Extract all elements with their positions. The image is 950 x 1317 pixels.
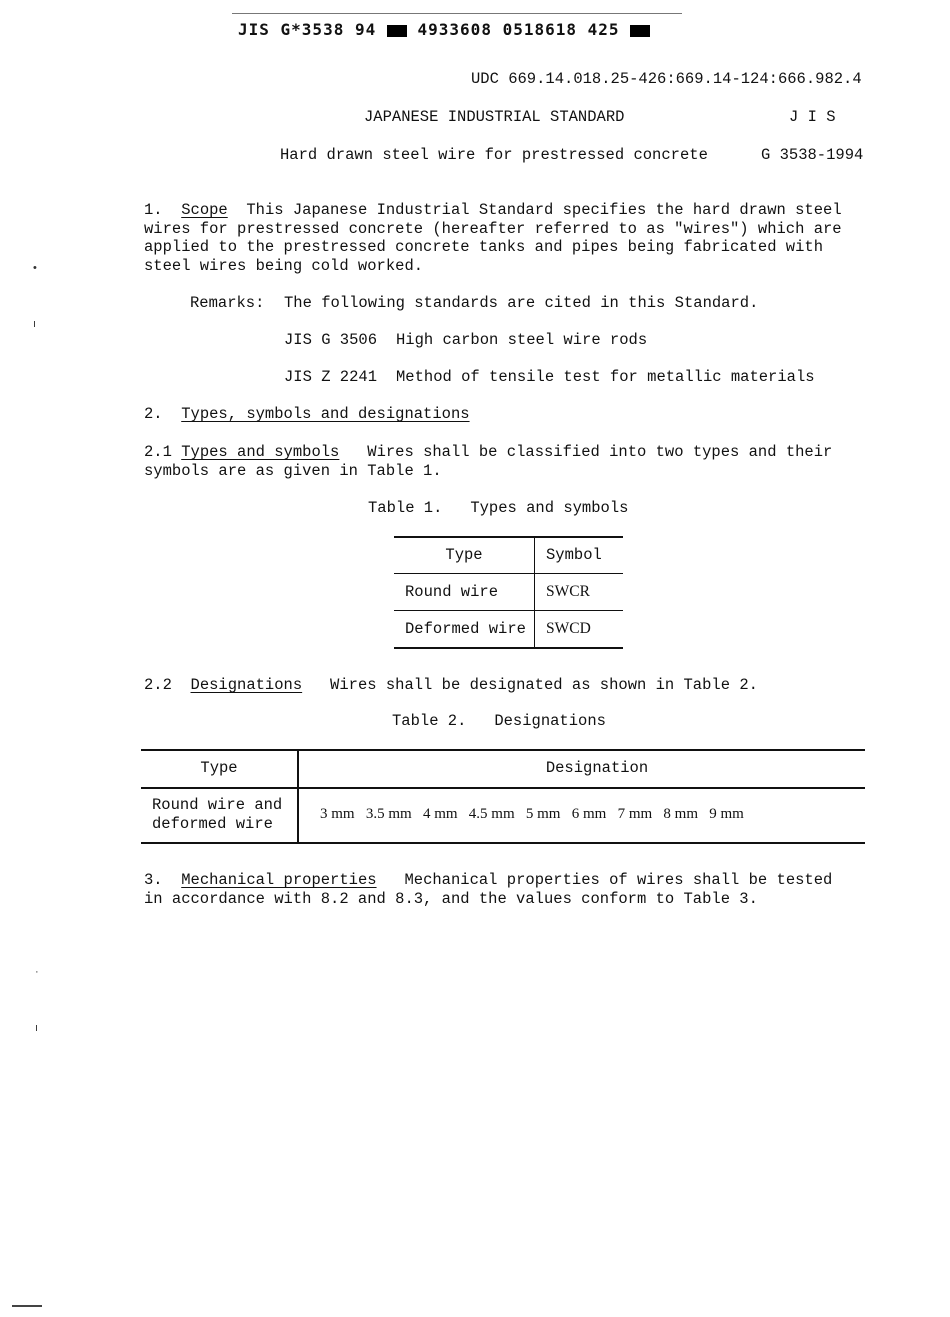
udc-code: UDC 669.14.018.25-426:669.14-124:666.982.4 bbox=[471, 70, 862, 88]
designation-value: 3 mm bbox=[320, 806, 355, 822]
section-number: 3. bbox=[144, 871, 163, 889]
stamp-number: 4933608 0518618 425 bbox=[417, 20, 620, 39]
stamp-header bbox=[238, 21, 650, 40]
designation-value: 5 mm bbox=[525, 806, 561, 822]
scan-mark: ı bbox=[33, 318, 37, 330]
table2-header-designation: Designation bbox=[545, 759, 649, 777]
jis-mark: J I S bbox=[789, 108, 836, 126]
body-line: applied to the prestressed concrete tanks and pipes being fabricated with bbox=[144, 238, 824, 256]
table1-cell: SWCR bbox=[546, 583, 590, 600]
section-2-1 bbox=[144, 443, 832, 480]
section-number: 2. bbox=[144, 405, 163, 423]
ref-code: JIS G 3506 bbox=[284, 331, 378, 349]
section-3 bbox=[144, 871, 832, 908]
black-block-icon bbox=[630, 25, 650, 37]
table2-type-line: deformed wire bbox=[152, 815, 273, 833]
section-heading: Types, symbols and designations bbox=[181, 405, 470, 423]
header-rule bbox=[232, 13, 682, 14]
body-line: Wires shall be classified into two types and their bbox=[367, 443, 833, 461]
table1-cell: Deformed wire bbox=[405, 620, 526, 638]
designation-value: 6 mm bbox=[571, 806, 607, 822]
remarks-label: Remarks: bbox=[190, 294, 265, 312]
body-line: This Japanese Industrial Standard specifies the hard drawn steel bbox=[246, 201, 842, 219]
table1-header-symbol: Symbol bbox=[546, 546, 602, 564]
designation-value: 4.5 mm bbox=[468, 806, 515, 822]
scan-mark: • bbox=[33, 262, 37, 274]
ref-title: Method of tensile test for metallic materials bbox=[396, 368, 815, 386]
section-1 bbox=[144, 201, 842, 275]
document-title: Hard drawn steel wire for prestressed concrete bbox=[280, 146, 708, 164]
body-line: symbols are as given in Table 1. bbox=[144, 461, 442, 480]
section-2-2 bbox=[144, 676, 758, 695]
scan-mark: · bbox=[35, 966, 39, 978]
designation-value: 9 mm bbox=[709, 806, 744, 822]
designation-value: 3.5 mm bbox=[365, 806, 412, 822]
designation-values bbox=[320, 805, 744, 824]
table1-header-type: Type bbox=[445, 546, 483, 564]
body-line: Wires shall be designated as shown in Table 2. bbox=[330, 676, 758, 694]
body-line: in accordance with 8.2 and 8.3, and the values conform to Table 3. bbox=[144, 889, 758, 908]
ref-title: High carbon steel wire rods bbox=[396, 331, 648, 349]
designation-value: 8 mm bbox=[663, 806, 698, 822]
body-line: steel wires being cold worked. bbox=[144, 256, 424, 275]
section-2 bbox=[144, 405, 470, 424]
scan-mark: ı bbox=[35, 1022, 39, 1034]
section-heading: Mechanical properties bbox=[181, 871, 377, 889]
designation-value: 7 mm bbox=[617, 806, 653, 822]
section-heading: Designations bbox=[190, 676, 303, 694]
black-block-icon bbox=[387, 25, 407, 37]
ref-code: JIS Z 2241 bbox=[284, 368, 378, 386]
table1-cell: Round wire bbox=[405, 583, 499, 601]
body-line: Mechanical properties of wires shall be tested bbox=[404, 871, 833, 889]
section-number: 2.2 bbox=[144, 676, 172, 694]
section-number: 1. bbox=[144, 201, 163, 219]
scan-mark bbox=[12, 1305, 42, 1307]
stamp-code: JIS G*3538 94 bbox=[238, 20, 377, 39]
table1-caption: Table 1. Types and symbols bbox=[368, 499, 629, 517]
table1-cell: SWCD bbox=[546, 620, 591, 637]
standard-number: G 3538-1994 bbox=[761, 146, 864, 164]
section-heading: Scope bbox=[181, 201, 228, 219]
remarks-text: The following standards are cited in this Standard. bbox=[284, 294, 759, 312]
designation-value: 4 mm bbox=[422, 806, 458, 822]
standard-label: JAPANESE INDUSTRIAL STANDARD bbox=[364, 108, 625, 126]
table2-caption: Table 2. Designations bbox=[392, 712, 606, 730]
body-line: wires for prestressed concrete (hereafter referred to as "wires") which are bbox=[144, 219, 842, 238]
table2-header-type: Type bbox=[200, 759, 238, 777]
table2-type-line: Round wire and bbox=[152, 796, 283, 814]
section-number: 2.1 bbox=[144, 443, 172, 461]
section-heading: Types and symbols bbox=[181, 443, 340, 461]
